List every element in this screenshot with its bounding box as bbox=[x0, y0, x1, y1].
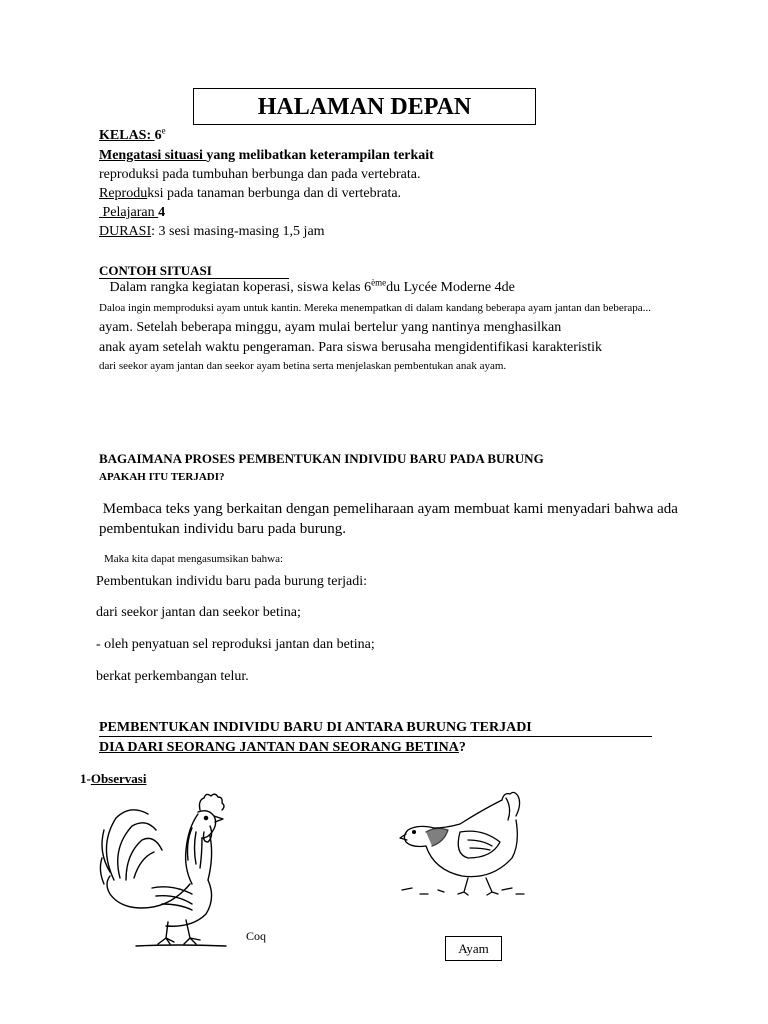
observasi-heading bbox=[80, 771, 162, 787]
hypothesis-2: dari seekor jantan dan seekor betina; bbox=[96, 605, 301, 620]
situation-heading: CONTOH SITUASI bbox=[99, 263, 289, 279]
lesson-topic-underlined: Reprodu bbox=[99, 186, 148, 201]
lesson-topic bbox=[99, 186, 401, 202]
section-line-2-text: DIA DARI SEORANG JANTAN DAN SEORANG BETINA bbox=[99, 740, 459, 755]
kelas-sup: e bbox=[161, 125, 166, 136]
competency-underlined: Mengatasi situasi bbox=[99, 148, 207, 163]
question-line-2: APAKAH ITU TERJADI? bbox=[99, 471, 225, 483]
situation-line-4: anak ayam setelah waktu pengeraman. Para siswa berusaha mengidentifikasi karakteristik bbox=[99, 340, 603, 355]
situation-line-3: ayam. Setelah beberapa minggu, ayam mulai bertelur yang nantinya menghasilkan bbox=[99, 320, 562, 335]
body-para-1-line-2: pembentukan individu baru pada burung. bbox=[99, 521, 347, 537]
hen-illustration bbox=[398, 786, 530, 898]
situation-line-5: dari seekor ayam jantan dan seekor ayam betina serta menjelaskan pembentukan anak ayam. bbox=[99, 360, 507, 372]
hen-caption: Ayam bbox=[445, 936, 502, 961]
competency-line bbox=[99, 148, 434, 164]
situation-line-1a: Dalam rangka kegiatan koperasi, siswa kelas 6 bbox=[99, 280, 372, 295]
body-small-intro: Maka kita dapat mengasumsikan bahwa: bbox=[104, 553, 284, 565]
durasi-value: : 3 sesi masing-masing 1,5 jam bbox=[151, 224, 325, 239]
section-line-1: PEMBENTUKAN INDIVIDU BARU DI ANTARA BURUNG TERJADI bbox=[99, 720, 652, 737]
question-line-1: BAGAIMANA PROSES PEMBENTUKAN INDIVIDU BARU PADA BURUNG bbox=[99, 451, 544, 466]
observasi-label: Observasi bbox=[90, 771, 147, 786]
situation-line-2: Daloa ingin memproduksi ayam untuk kantin. Mereka menempatkan di dalam kandang beberapa ayam jantan dan beberapa... bbox=[99, 302, 651, 314]
rooster-illustration bbox=[96, 792, 232, 948]
situation-line-1-sup: ème bbox=[371, 277, 387, 288]
competency-line-2: reproduksi pada tumbuhan berbunga dan pada vertebrata. bbox=[99, 167, 421, 182]
pelajaran-line bbox=[99, 205, 165, 221]
durasi-line bbox=[99, 224, 325, 240]
hypothesis-4: berkat perkembangan telur. bbox=[96, 669, 249, 684]
observasi-number: 1- bbox=[80, 771, 91, 786]
section-line-2 bbox=[99, 740, 466, 756]
lesson-topic-rest: ksi pada tanaman berbunga dan di vertebrata. bbox=[147, 186, 402, 201]
durasi-label: DURASI bbox=[99, 224, 152, 239]
hypothesis-3: - oleh penyatuan sel reproduksi jantan dan betina; bbox=[96, 637, 375, 652]
pelajaran-label: Pelajaran bbox=[99, 205, 159, 220]
kelas-line bbox=[99, 125, 166, 144]
competency-rest: yang melibatkan keterampilan terkait bbox=[206, 148, 434, 163]
page-title: HALAMAN DEPAN bbox=[193, 88, 536, 125]
hypothesis-1: Pembentukan individu baru pada burung terjadi: bbox=[96, 574, 367, 589]
rooster-caption: Coq bbox=[246, 929, 267, 943]
kelas-label: KELAS: bbox=[99, 128, 155, 143]
body-para-1-line-1: Membaca teks yang berkaitan dengan pemeliharaan ayam membuat kami menyadari bahwa ada bbox=[99, 501, 678, 517]
situation-line-1b: du Lycée Moderne 4de bbox=[386, 280, 515, 295]
pelajaran-value: 4 bbox=[158, 205, 166, 220]
kelas-value: 6 bbox=[154, 128, 162, 143]
situation-line-1 bbox=[99, 277, 515, 296]
section-line-2-q: ? bbox=[458, 740, 466, 755]
